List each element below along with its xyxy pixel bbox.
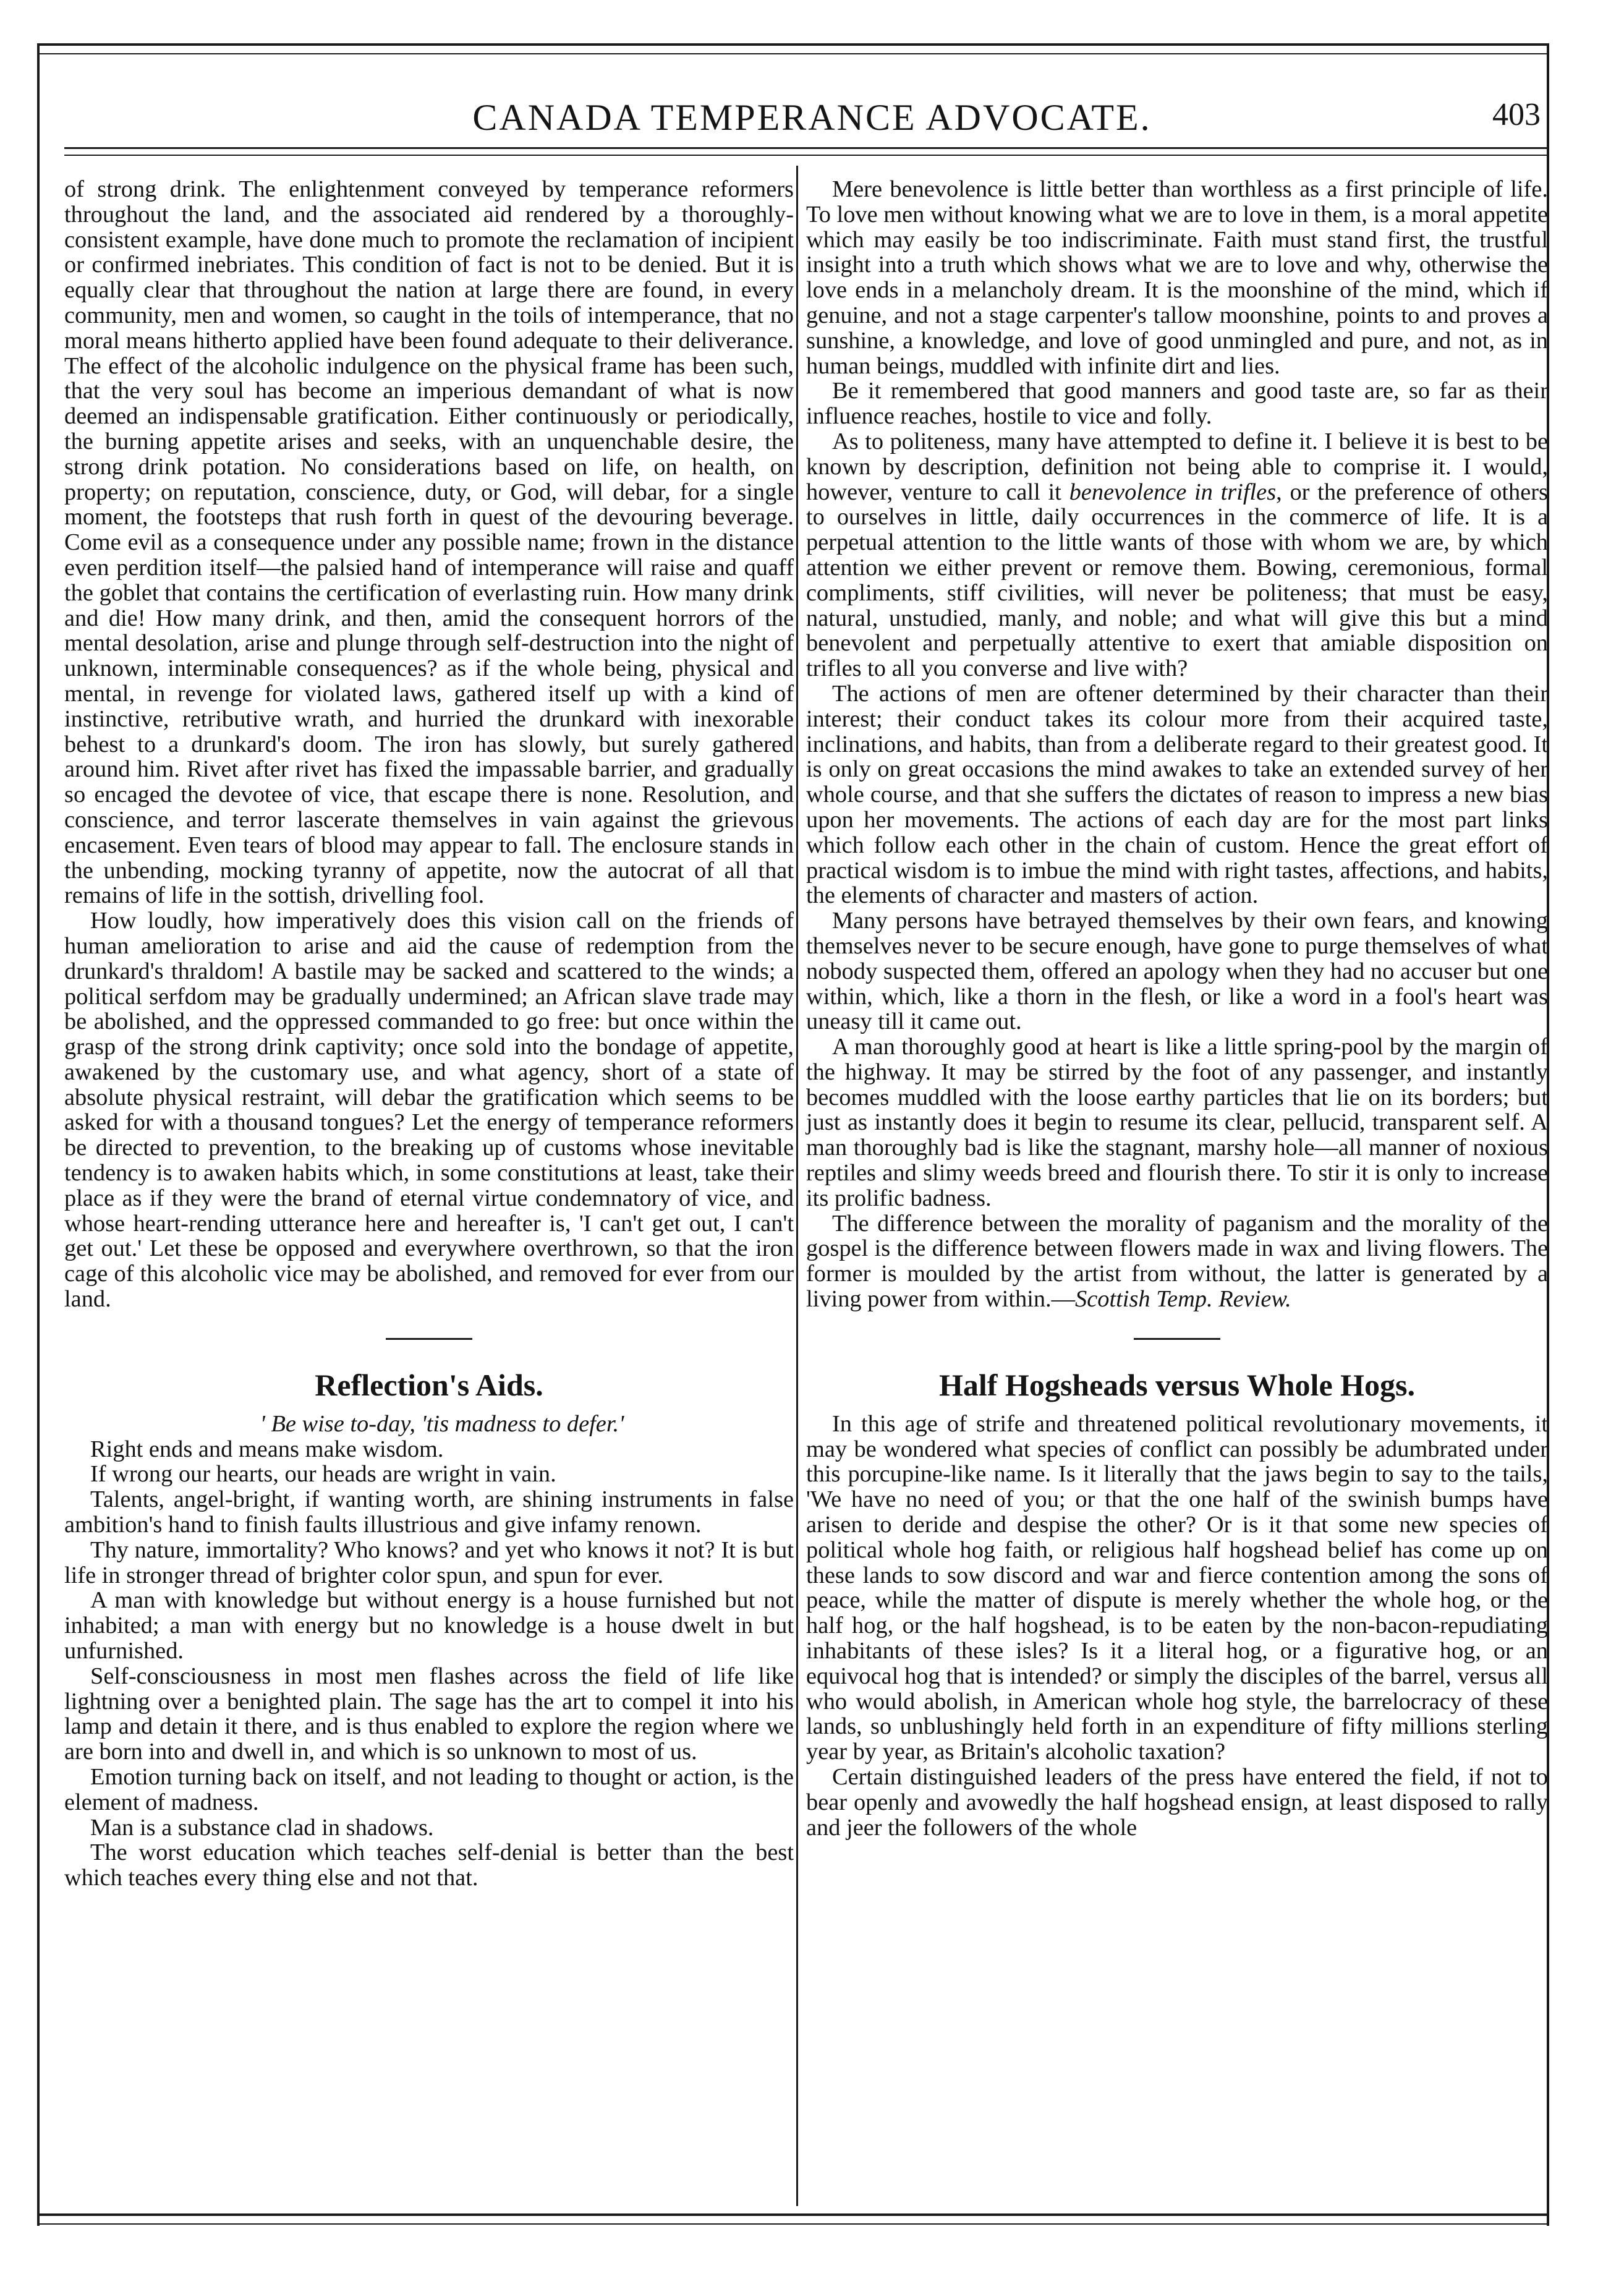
top-border-rule: [37, 43, 1549, 46]
reflections-heading: Reflection's Aids.: [315, 1367, 543, 1402]
aphorism: Right ends and means make wisdom.: [90, 1436, 444, 1462]
aphorism: The worst education which teaches self-denial is better than the best which teaches every thing else and not that.: [64, 1839, 794, 1891]
aphorism: Self-consciousness in most men flashes across the field of life like lightning over a benighted plain. The sage has the art to compel it into his lamp and detain it there, and is thus enabled to explore the region where we are born into and dwell in, and which is so unknown to most of us.: [64, 1663, 794, 1765]
bottom-border-rule: [37, 2213, 1549, 2216]
top-border-rule-thin: [37, 53, 1549, 54]
aphorism: Thy nature, immortality? Who knows? and yet who knows it not? It is but life in stronger thread of brighter color spun, and spun for ever.: [64, 1536, 794, 1588]
column-divider-rule: [796, 166, 798, 2206]
article-paragraph: [806, 429, 1548, 681]
aphorism: Talents, angel-bright, if wanting worth, are shining instruments in false ambition's hand to finish faults illustrious and give infamy renown.: [64, 1486, 794, 1538]
article-paragraph: [806, 1211, 1548, 1312]
right-column: [806, 177, 1548, 1840]
aphorism: A man with knowledge but without energy is a house furnished but not inhabited; a man with energy but no knowledge is a house dwelt in but unfurnished.: [64, 1587, 794, 1664]
article-paragraph: The actions of men are oftener determined by their character than their interest; their conduct takes its colour more from their acquired taste, inclinations, and habits, than from a deliberate regard to their greatest good. It is only on great occasions the mind awakes to take an extended survey of her whole course, and that she suffers the dictates of reason to impress a new bias upon her movements. The actions of each day are for the most part links which follow each other in the chain of custom. Hence the great effort of practical wisdom is to imbue the mind with right tastes, affections, and habits, the elements of character and masters of action.: [806, 680, 1548, 909]
article-paragraph: Many persons have betrayed themselves by their own fears, and knowing themselves never to be secure enough, have gone to purge themselves of what nobody suspected them, offered an apology when they had no accuser but one within, which, like a thorn in the flesh, or like a word in a fool's heart was uneasy till it came out.: [806, 908, 1548, 1035]
emphasis-text: benevolence in trifles: [1069, 479, 1277, 505]
article-paragraph: In this age of strife and threatened political revolutionary movements, it may be wondered what species of conflict can possibly be adumbrated under this porcupine-like name. Is it literally that the jaws begin to say to the tails, 'We have no need of you; or that the one half of the swinish bumps have arisen to deride and despise the other? Or is it that some new species of political whole hog faith, or religious half hogshead belief has come up on these lands to sow discord and war and fierce contention among the sons of peace, while the matter of dispute is merely whether the whole hog, or the half hog, or the half hogshead, is to be eaten by the non-bacon-repudiating inhabitants of these isles? Is it a literal hog, or a figurative hog, or an equivocal hog that is intended? or simply the disciples of the barrel, versus all who would abolish, in American whole hog style, the barrelocracy of these lands, so unblushingly held forth in an expenditure of fifty millions sterling year by year, as Britain's alcoholic taxation?: [806, 1410, 1548, 1765]
article-paragraph: Be it remembered that good manners and good taste are, so far as their influence reaches, hostile to vice and folly.: [806, 378, 1548, 430]
article-paragraph: of strong drink. The enlightenment conveyed by temperance reformers throughout the land, and the associated aid rendered by a thoroughly-consistent example, have done much to promote the reclamation of incipient or confirmed inebriates. This condition of fact is not to be denied. But it is equally clear that throughout the nation at large there are found, in every community, men and women, so caught in the toils of intemperance, that no moral means hitherto applied have been found adequate to their deliverance. The effect of the alcoholic indulgence on the physical frame has been such, that the very soul has become an imperious demandant of what is now deemed an indispensable gratification. Either continuously or periodically, the burning appetite arises and seeks, with an unquenchable desire, the strong drink potation. No considerations based on life, on health, on property; on reputation, conscience, duty, or God, will debar, for a single moment, the footsteps that rush forth in quest of the devouring beverage. Come evil as a consequence under any possible name; frown in the distance even perdition itself—the palsied hand of intemperance will raise and quaff the goblet that contains the certification of everlasting ruin. How many drink and die! How many drink, and then, amid the consequent horrors of the mental desolation, arise and plunge through self-destruction into the night of unknown, interminable consequences? as if the whole being, physical and mental, in revenge for violated laws, gathered itself up with a kind of instinctive, retributive wrath, and hurried the drunkard with inexorable behest to a drunkard's doom. The iron has slowly, but surely gathered around him. Rivet after rivet has fixed the impassable barrier, and gradually so encaged the devotee of vice, that escape there is none. Resolution, and conscience, and terror lascerate themselves in vain against the grievous encasement. Even tears of blood may appear to fall. The enclosure stands in the unbending, mocking tyranny of appetite, now the autocrat of all that remains of life in the sottish, drivelling fool.: [64, 176, 794, 909]
section-divider: [386, 1338, 472, 1340]
hogs-heading: Half Hogsheads versus Whole Hogs.: [939, 1367, 1415, 1402]
aphorism: Man is a substance clad in shadows.: [90, 1814, 434, 1841]
header-underline-rule: [64, 147, 1548, 149]
header-underline-rule-thin: [64, 155, 1548, 156]
page-number: 403: [1492, 97, 1541, 132]
article-paragraph: Certain distinguished leaders of the press have entered the field, if not to bear openly and avowedly the half hogshead ensign, at least disposed to rally and jeer the followers of the whole: [806, 1764, 1548, 1841]
section-divider: [1134, 1338, 1220, 1340]
article-paragraph: A man thoroughly good at heart is like a little spring-pool by the margin of the highway. It may be stirred by the foot of any passenger, and instantly becomes muddled with the loose earthy particles that lie on its borders; but just as instantly does it begin to resume its clear, pellucid, transparent self. A man thoroughly bad is like the stagnant, marshy hole—all manner of noxious reptiles and slimy weeds breed and flourish there. To stir it is only to increase its prolific badness.: [806, 1034, 1548, 1211]
left-column: [64, 177, 794, 1891]
masthead-title: CANADA TEMPERANCE ADVOCATE.: [472, 97, 1152, 138]
bottom-border-rule-thin: [37, 2223, 1549, 2225]
article-text: , or the preference of others to ourselves in little, daily occurrences in the commerce of life. It is a perpetual attention to the little wants of those with whom we are, by which attention we either prevent or remove them. Bowing, ceremonious, formal compliments, stiff civilities, will never be politeness; that must be easy, natural, unstudied, manly, and noble; and what will give this but a mind benevolent and perpetually attentive to exert that amiable disposition on trifles to all you converse and live with?: [806, 479, 1548, 682]
article-text: The difference between the morality of paganism and the morality of the gospel is the difference between flowers made in wax and living flowers. The former is moulded by the artist from without, the latter is generated by a living power from within.—: [806, 1210, 1548, 1313]
reflections-motto: ' Be wise to-day, 'tis madness to defer.': [260, 1410, 624, 1437]
aphorism: Emotion turning back on itself, and not leading to thought or action, is the element of madness.: [64, 1764, 794, 1815]
article-paragraph: Mere benevolence is little better than worthless as a first principle of life. To love men without knowing what we are to love in them, is a moral appetite which may easily be too indiscriminate. Faith must stand first, the trustful insight into a truth which shows what we are to love and why, otherwise the love ends in a melancholy dream. It is the moonshine of the mind, which if genuine, and not a stage carpenter's tallow moonshine, points to and proves a sunshine, a knowledge, and love of good unmingled and pure, and not, as in human beings, muddled with infinite dirt and lies.: [806, 176, 1548, 379]
article-text: As to politeness, many have attempted to define it. I believe it is best to be known by description, definition not being able to comprise it. I would, however, venture to call it: [806, 428, 1548, 505]
aphorism: If wrong our hearts, our heads are wright in vain.: [90, 1461, 556, 1488]
left-border-rule: [37, 43, 40, 2226]
source-citation: Scottish Temp. Review.: [1075, 1286, 1291, 1313]
article-paragraph: How loudly, how imperatively does this vision call on the friends of human amelioration to arise and aid the cause of redemption from the drunkard's thraldom! A bastile may be sacked and scattered to the winds; a political serfdom may be gradually undermined; an African slave trade may be abolished, and the oppressed commanded to go free: but once within the grasp of the strong drink captivity; once sold into the bondage of appetite, awakened by the customary use, and what agency, short of a state of absolute physical restraint, will debar the gratification which seems to be asked for with a thousand tongues? Let the energy of temperance reformers be directed to prevention, to the breaking up of customs whose inevitable tendency is to awaken habits which, in some constitutions at least, take their place as if they were the brand of eternal virtue condemnatory of vice, and whose heart-rending utterance here and hereafter is, 'I can't get out, I can't get out.' Let these be opposed and everywhere overthrown, so that the iron cage of this alcoholic vice may be abolished, and removed for ever from our land.: [64, 908, 794, 1313]
